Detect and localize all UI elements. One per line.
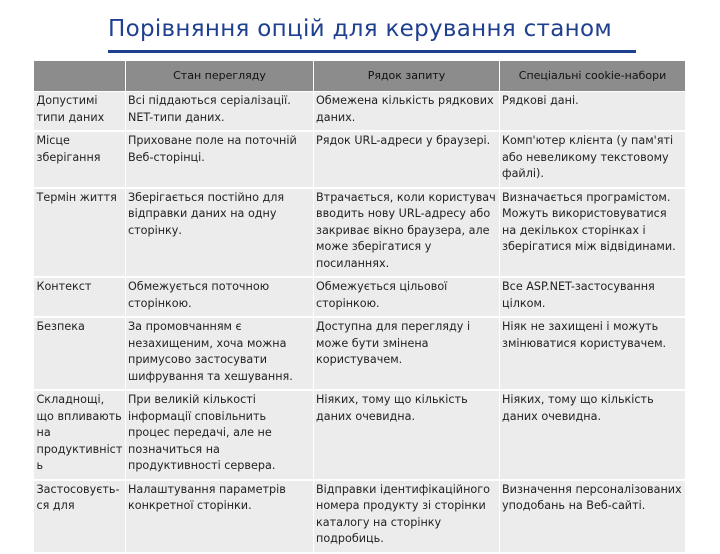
header-cookies: Спеціальні cookie-набори xyxy=(500,61,686,92)
table-cell: При великій кількості інформації сповільнить процес передачі, але не позначиться на продуктивності сервера. xyxy=(126,390,314,480)
table-cell: Ніяк не захищені і можуть змінюватися користувачем. xyxy=(500,317,686,390)
table-cell: Всі піддаються серіалізації. NET-типи даних. xyxy=(126,92,314,132)
table-row xyxy=(34,317,686,390)
table-row xyxy=(34,131,686,188)
table-cell: Комп'ютер клієнта (у пам'яті або невеликому текстовому файлі). xyxy=(500,131,686,188)
table-cell: Обмежується цільової сторінкою. xyxy=(314,277,500,317)
table-cell: Обмежується поточною сторінкою. xyxy=(126,277,314,317)
table-cell: Зберігається постійно для відправки даних на одну сторінку. xyxy=(126,188,314,278)
header-query-string: Рядок запиту xyxy=(314,61,500,92)
table-cell: Відправки ідентифікаційного номера продукту зі сторінки каталогу на сторінку подробиць. xyxy=(314,480,500,553)
table-cell: Ніяких, тому що кількість даних очевидна. xyxy=(500,390,686,480)
row-label: Безпека xyxy=(34,317,126,390)
table-cell: Налаштування параметрів конкретної сторінки. xyxy=(126,480,314,553)
title-underline xyxy=(108,50,636,53)
header-view-state: Стан перегляду xyxy=(126,61,314,92)
row-label: Контекст xyxy=(34,277,126,317)
table-cell: Ніяких, тому що кількість даних очевидна. xyxy=(314,390,500,480)
row-label: Складнощі, що впливають на продуктивність xyxy=(34,390,126,480)
table-row xyxy=(34,277,686,317)
table-cell: Все ASP.NET-застосування цілком. xyxy=(500,277,686,317)
table-cell: Обмежена кількість рядкових даних. xyxy=(314,92,500,132)
row-label: Термін життя xyxy=(34,188,126,278)
table-cell: Втрачається, коли користувач вводить нову URL-адресу або закриває вікно браузера, але може зберігатися у посиланнях. xyxy=(314,188,500,278)
table-row xyxy=(34,390,686,480)
table-cell: Приховане поле на поточній Веб-сторінці. xyxy=(126,131,314,188)
table-header-row xyxy=(34,61,686,92)
table-cell: Рядок URL-адреси у браузері. xyxy=(314,131,500,188)
row-label: Застосовуєть-ся для xyxy=(34,480,126,553)
table-row xyxy=(34,188,686,278)
row-label: Допустимі типи даних xyxy=(34,92,126,132)
comparison-table xyxy=(33,60,686,554)
table-cell: Доступна для перегляду і може бути змінена користувачем. xyxy=(314,317,500,390)
table-row xyxy=(34,480,686,553)
table-cell: Визначається програмістом. Можуть використовуватися на декількох сторінках і зберігатися між відвідинами. xyxy=(500,188,686,278)
table-cell: Рядкові дані. xyxy=(500,92,686,132)
table-cell: Визначення персоналізованих уподобань на Веб-сайті. xyxy=(500,480,686,553)
header-corner xyxy=(34,61,126,92)
table-cell: За промовчанням є незахищеним, хоча можна примусово застосувати шифрування та хешування. xyxy=(126,317,314,390)
slide-title: Порівняння опцій для керування станом xyxy=(108,16,612,42)
table-row xyxy=(34,92,686,132)
row-label: Місце зберігання xyxy=(34,131,126,188)
